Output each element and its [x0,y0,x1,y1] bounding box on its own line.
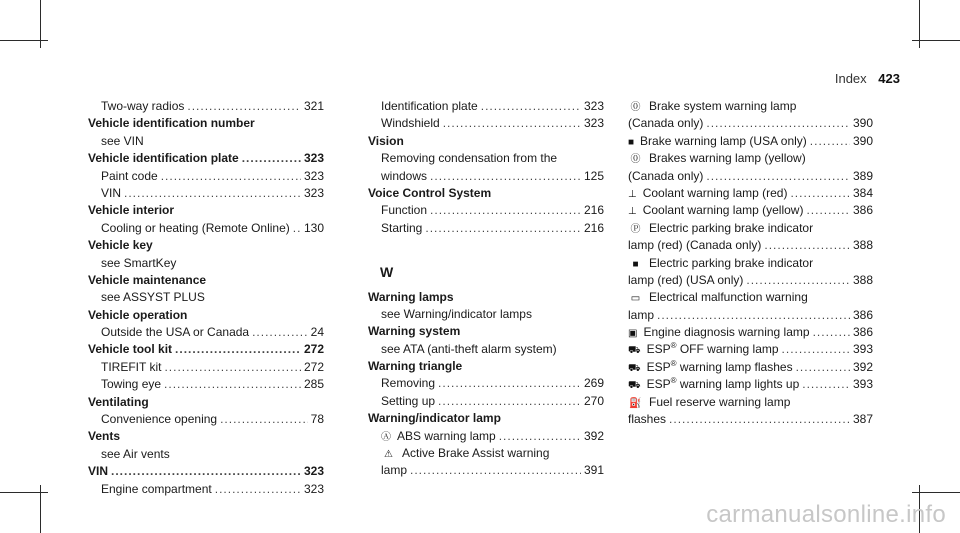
entry-text: Vision [368,133,404,148]
page-ref: 387 [852,412,873,427]
entry-text: Towing eye [101,377,162,392]
index-heading [88,202,324,219]
dot-leader [410,462,581,479]
page-ref: 270 [583,393,604,408]
page-ref: 323 [303,481,324,496]
index-entry [628,394,873,411]
entry-text: Paint code [101,168,158,183]
dot-leader [810,133,850,150]
index-entry [628,185,873,202]
entry-text: Electric parking brake indicator [649,220,814,235]
entry-text: Warning/indicator lamp [368,411,501,426]
index-entry [628,133,873,150]
page-ref: 323 [303,168,324,183]
index-heading [368,185,604,202]
index-heading [88,463,324,480]
entry-text: Brake system warning lamp [649,99,797,113]
page-ref: 393 [852,377,873,392]
index-entry [88,220,324,237]
crop-mark [912,40,960,41]
entry-text: Voice Control System [368,185,492,200]
index-entry [88,481,324,498]
entry-text: TIREFIT kit [101,359,162,374]
coolant-temperature-icon: ⊥ [628,206,637,218]
index-entry [628,307,873,324]
entry-text: Warning lamps [368,289,454,304]
entry-text: Convenience opening [101,412,218,427]
entry-text: (Canada only) [628,168,704,183]
dot-leader [430,202,581,219]
entry-text: Two-way radios [101,99,185,113]
entry-text: Ventilating [88,394,149,409]
dot-leader [481,98,581,115]
page-ref: 269 [583,376,604,391]
index-entry [628,341,873,358]
battery-icon: ▭ [630,293,641,305]
parking-brake-icon: Ⓟ [630,223,641,235]
entry-text: ABS warning lamp [397,428,496,443]
dot-leader [164,359,301,376]
brake-warning-icon: ⓪ [630,154,641,166]
entry-text: Outside the USA or Canada [101,325,250,340]
index-entry [628,411,873,428]
dot-leader [813,324,850,341]
index-entry [368,115,604,132]
page-ref: 386 [852,325,873,340]
spacer [368,237,604,254]
entry-text: Vehicle interior [88,203,175,218]
index-entry [88,446,324,463]
entry-text: Setting up [381,393,436,408]
entry-text: Cooling or heating (Remote Online) [101,220,290,235]
page-ref: 323 [583,116,604,131]
dot-leader [187,98,301,115]
page-ref: 323 [583,99,604,113]
entry-text: Warning system [368,324,461,339]
brake-warning-icon: ⓪ [630,102,641,113]
index-column-3 [628,98,873,428]
index-entry [88,411,324,428]
entry-text: Fuel reserve warning lamp [649,394,791,409]
entry-text: flashes [628,412,667,427]
entry-text: see ASSYST PLUS [101,290,205,305]
index-heading [88,307,324,324]
index-entry [368,150,604,167]
page-ref: 390 [852,133,873,148]
entry-text: Coolant warning lamp (yellow) [642,203,804,218]
page-ref: 323 [303,464,324,479]
fuel-pump-icon: ⛽ [629,397,642,409]
entry-text: Vehicle identification number [88,116,255,131]
index-entry [368,220,604,237]
page-ref: 388 [852,238,873,253]
index-entry [88,185,324,202]
entry-text: Vents [88,429,121,444]
entry-text: Vehicle maintenance [88,272,207,287]
page-ref: 323 [303,185,324,200]
entry-text: lamp [628,307,655,322]
index-entry [628,289,873,306]
esp-icon: ⛟ [628,380,641,392]
entry-text: Coolant warning lamp (red) [642,185,788,200]
entry-text: lamp (red) (Canada only) [628,238,762,253]
index-entry [368,428,604,445]
entry-text: see Warning/indicator lamps [381,306,532,321]
entry-text: Starting [381,220,423,235]
page-ref: 130 [303,220,324,235]
entry-text: Vehicle identification plate [88,151,239,166]
entry-text: ESP® warning lamp flashes [646,358,793,374]
entry-text: Windshield [381,116,440,131]
entry-text: see SmartKey [101,255,177,270]
index-heading [88,237,324,254]
dot-leader [764,237,850,254]
index-entry [88,289,324,306]
index-heading [88,341,324,358]
dot-leader [499,428,581,445]
dot-leader [164,376,301,393]
dot-leader [706,168,850,185]
index-entry [368,462,604,479]
dot-leader [790,185,850,202]
page-ref: 285 [303,377,324,392]
dot-leader [443,115,581,132]
section-letter-heading: W [380,263,394,280]
dot-leader [175,341,301,358]
index-group-w [368,289,604,480]
dot-leader [242,150,301,167]
index-heading [368,410,604,427]
page-ref: 391 [583,463,604,478]
entry-text: windows [381,168,428,183]
dot-leader [706,115,850,132]
index-entry [368,375,604,392]
index-entry [368,393,604,410]
active-brake-assist-icon: ⚠ [384,449,393,461]
entry-text: Removing condensation from the [381,151,558,166]
page-ref: 388 [852,272,873,287]
watermark: carmanualsonline.info [706,501,946,528]
entry-text: Active Brake Assist warning [402,446,550,461]
page-ref: 272 [303,359,324,374]
entry-text: Engine compartment [101,481,212,496]
index-entry [368,98,604,115]
index-heading [88,150,324,167]
dot-leader [657,307,850,324]
index-heading [88,394,324,411]
index-entry [88,359,324,376]
index-entry [628,168,873,185]
entry-text: lamp (red) (USA only) [628,272,744,287]
index-entry [88,133,324,150]
index-entry [368,445,604,462]
index-heading [368,358,604,375]
index-entry [628,272,873,289]
page-number: 423 [878,71,900,86]
dot-leader [806,202,850,219]
index-entry [628,220,873,237]
coolant-temperature-icon: ⊥ [628,188,637,200]
entry-text: Vehicle operation [88,307,188,322]
page-ref: 216 [583,220,604,235]
page-header [835,71,900,86]
esp-icon: ⛟ [628,362,641,374]
page-ref: 392 [583,428,604,443]
index-column-1 [88,98,324,498]
crop-mark [912,492,960,493]
dot-leader [438,375,581,392]
dot-leader [293,220,301,237]
dot-leader [124,185,301,202]
entry-text: Brakes warning lamp (yellow) [649,151,806,166]
park-text-icon: ■ [632,258,639,270]
index-heading [88,272,324,289]
page-ref: 272 [303,342,324,357]
entry-text: lamp [381,463,408,478]
crop-mark [0,492,48,493]
entry-text: see Air vents [101,446,170,461]
index-entry [368,341,604,358]
index-group-v-end [368,98,604,237]
entry-text: Electric parking brake indicator [649,255,814,270]
dot-leader [669,411,850,428]
entry-text: Engine diagnosis warning lamp [643,325,810,340]
page-ref: 216 [583,203,604,218]
index-heading [368,133,604,150]
entry-text: Vehicle key [88,238,153,253]
dot-leader [252,324,308,341]
dot-leader [220,411,308,428]
index-entry [628,237,873,254]
page-ref: 24 [310,325,324,340]
dot-leader [111,463,301,480]
index-entry [628,150,873,167]
dot-leader [161,168,301,185]
entry-text: Removing [381,376,436,391]
entry-text: ESP® warning lamp lights up [646,376,800,392]
entry-text: ESP® OFF warning lamp [646,341,779,357]
dot-leader [425,220,581,237]
page-ref: 392 [852,359,873,374]
page-ref: 323 [303,151,324,166]
dot-leader [796,359,850,376]
index-heading [88,428,324,445]
dot-leader [438,393,581,410]
page-ref: 125 [583,168,604,183]
dot-leader [782,341,850,358]
page-ref: 389 [852,168,873,183]
index-entry [628,202,873,219]
engine-icon: ▣ [628,328,638,340]
page-ref: 386 [852,307,873,322]
entry-text: Warning triangle [368,359,463,374]
page-ref: 386 [852,203,873,218]
index-column-2 [368,98,604,480]
entry-text: see VIN [101,133,144,148]
index-entry [368,202,604,219]
index-entry [88,98,324,115]
dot-leader [802,376,850,393]
entry-text: Brake warning lamp (USA only) [640,133,807,148]
page-ref: 393 [852,342,873,357]
index-heading [368,289,604,306]
header-label: Index [834,71,867,86]
index-entry [88,324,324,341]
abs-icon: Ⓐ [381,431,391,443]
dot-leader [746,272,850,289]
dot-leader [215,481,301,498]
crop-mark [0,40,48,41]
page-ref: 384 [852,185,873,200]
page-ref: 321 [303,99,324,113]
entry-text: Function [381,203,428,218]
index-entry [368,306,604,323]
page-ref: 78 [310,412,324,427]
index-entry [628,359,873,376]
index-entry [628,255,873,272]
index-entry [368,168,604,185]
entry-text: (Canada only) [628,116,704,131]
index-entry [88,168,324,185]
index-heading [88,115,324,132]
index-entry [628,98,873,115]
entry-text: see ATA (anti-theft alarm system) [381,341,557,356]
dot-leader [430,168,581,185]
index-entry [628,115,873,132]
page-ref: 390 [852,116,873,131]
esp-off-icon: ⛟ [628,345,641,357]
index-entry [88,376,324,393]
index-heading [368,323,604,340]
entry-text: Electrical malfunction warning [649,290,808,305]
entry-text: Identification plate [381,99,478,113]
entry-text: Vehicle tool kit [88,342,173,357]
entry-text: VIN [88,464,109,479]
brake-text-icon: ■ [628,136,635,148]
index-entry [628,324,873,341]
entry-text: VIN [101,185,122,200]
index-entry [88,255,324,272]
index-entry [628,376,873,393]
